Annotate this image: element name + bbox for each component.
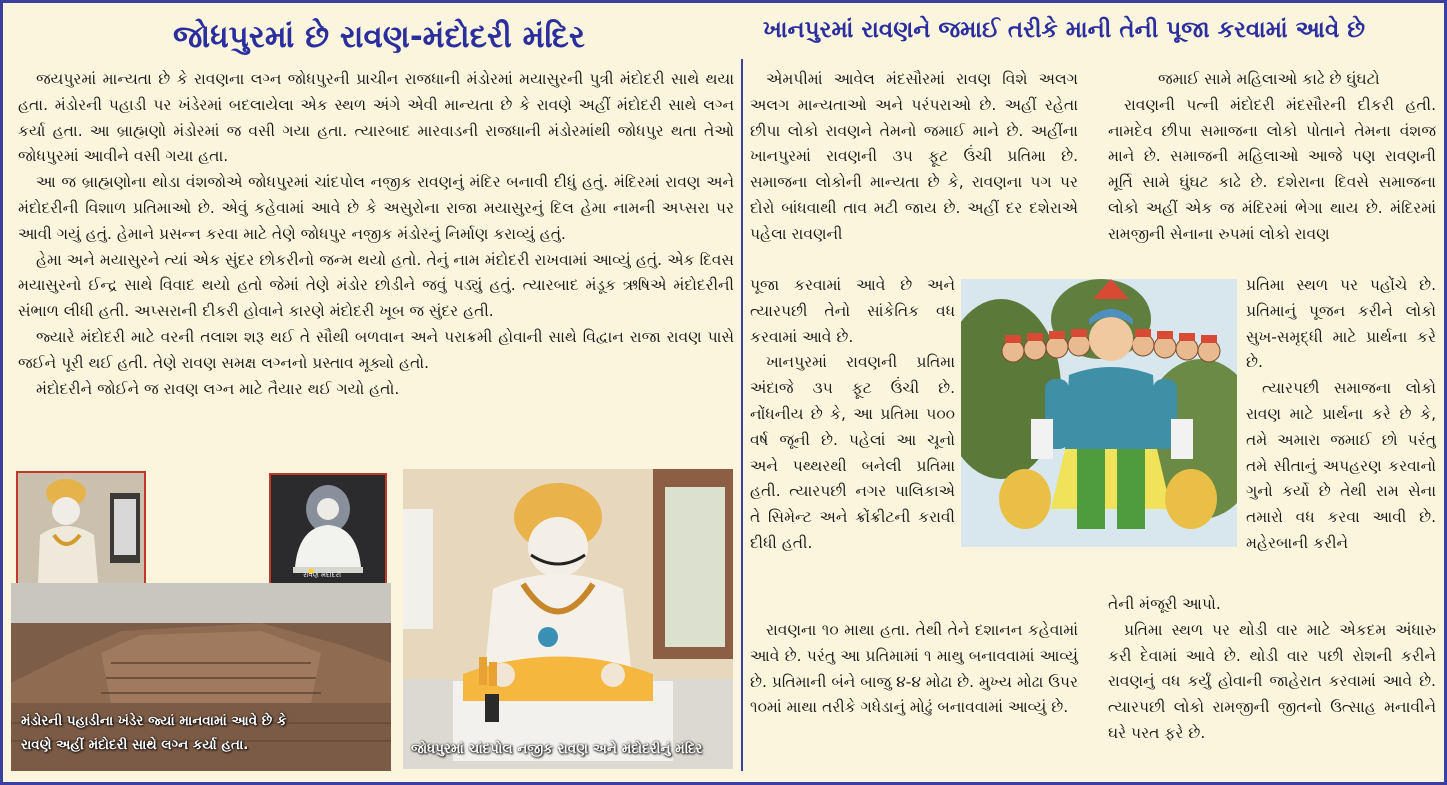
left-paragraph: આ જ બ્રાહ્મણોના થોડા વંશજોએ જોધપુરમાં ચાંદપોલ નજીક રાવણનું મંદિર બનાવી દીધું હતું. મંદિરમાં રાવણ અને મંદોદરીની વિશાળ પ્રતિમાઓ છે. એવું કહેવામાં આવે છે કે અસુરોના રાજા મયાસુરનું દિલ હેમા નામની અપ્સરા પર આવી ગયું હતું. હેમાને પ્રસન્ન કરવા માટે તેણે જોધપુર નજીક મંડોરનું નિર્માણ કરાવ્યું હતું. <box>18 173 734 243</box>
khanpur-ravana-statue-photo <box>961 279 1237 547</box>
right-column-a-bottom <box>750 618 1078 721</box>
chandpol-temple-photo <box>403 469 733 769</box>
left-paragraph: હેમા અને મયાસુરને ત્યાં એક સુંદર છોકરીનો જન્મ થયો હતો. તેનું નામ મંદોદરી રાખવામાં આવ્યું હતું. એક દિવસ મયાસુરનો ઈન્દ્ર સાથે વિવાદ થયો હતો જેમાં તેણે મંડોર છોડીને જવું પડ્યું હતું. ત્યારબાદ મંડૂક ઋષિએ મંદોદરીની સંભાળ લીધી હતી. અપ્સરાની દીકરી હોવાને કારણે મંદોદરી ખૂબ જ સુંદર હતી. <box>18 250 734 321</box>
right-column-b-mid <box>1246 273 1436 557</box>
right-column-b-bottom <box>1108 592 1436 747</box>
right-column-a-top <box>750 67 1078 248</box>
right-paragraph: પ્રતિમા સ્થળ પર થોડી વાર માટે એકદમ અંધારુ કરી દેવામાં આવે છે. થોડી વાર પછી રોશની કરીને રાવણનું વધ કર્યું હોવાની જાહેરાત કરવામાં આવે છે. ત્યારપછી લોકો રામજીની જીતનો ઉત્સાહ મનાવીને ઘરે પરત ફરે છે. <box>1108 620 1436 742</box>
left-paragraph: મંદોદરીને જોઈને જ રાવણ લગ્ન માટે તૈયાર થઈ ગયો હતો. <box>36 379 400 398</box>
left-article-body <box>18 67 734 402</box>
ruins-caption-line1: મંડોરની પહાડીના ખંડેર જ્યાં માનવામાં આવે છે કે <box>21 713 287 729</box>
right-column-a-mid <box>750 273 955 557</box>
left-paragraph: જ્યારે મંદોદરી માટે વરની તલાશ શરૂ થઈ તે સૌથી બળવાન અને પરાક્રમી હોવાની સાથે વિદ્વાન રાજા રાવણ પાસે જઈને પૂરી થઈ હતી. તેણે રાવણ સમક્ષ લગ્નનો પ્રસ્તાવ મૂક્યો હતો. <box>18 327 734 372</box>
left-headline: જોધપુરમાં છે રાવણ-મંદોદરી મંદિર <box>173 19 585 55</box>
right-paragraph: રાવણની પત્ની મંદોદરી મંદસૌરની દીકરી હતી. નામદેવ છીપા સમાજના લોકો પોતાને તેમના વંશજ માને છે. સમાજની મહિલાઓ આજે પણ રાવણની મૂર્તિ સામે ઘુંઘટ કાઢે છે. દશેરાના દિવસે સમાજના લોકો અહીં એક જ મંદિરમાં ભેગા થાય છે. મંદિરમાં રામજીની સેનાના રુપમાં લોકો રાવણ <box>1108 95 1436 243</box>
mandor-ruins-photo <box>11 583 391 771</box>
right-paragraph: રાવણના ૧૦ માથા હતા. તેથી તેને દશાનન કહેવામાં આવે છે. પરંતુ આ પ્રતિમામાં ૧ માથુ બનાવવામાં આવ્યું છે. પ્રતિમાની બંને બાજુ ૪-૪ મોઢા છે. મુખ્ય મોઢા ઉપર ૧૦માં માથા તરીકે ગધેડાનું મોઢું બનાવવામાં આવ્યું છે. <box>750 621 1078 717</box>
right-column-b-top <box>1108 67 1436 248</box>
mandodari-statue-inset-photo <box>269 473 387 585</box>
right-headline: ખાનપુરમાં રાવણને જમાઈ તરીકે માની તેની પૂજા કરવામાં આવે છે <box>763 17 1366 43</box>
column-b-subheading: જમાઈ સામે મહિલાઓ કાઢે છે ઘુંઘટો <box>1158 70 1380 88</box>
temple-caption: જોધપુરમાં ચાંદપોલ નજીક રાવણ અને મંદોદરીનું મંદિર <box>411 741 703 757</box>
left-paragraph: જયપુરમાં માન્યતા છે કે રાવણના લગ્ન જોધપુરની પ્રાચીન રાજધાની મંડોરમાં મયાસુરની પુત્રી મંદોદરી સાથે થયા હતા. મંડોરની પહાડી પર ખંડેરમાં બદલાયેલા એક સ્થળ અંગે એવી માન્યતા છે કે રાવણે અહીં મંદોદરી સાથે લગ્ન કર્યા હતા. આ બ્રાહ્મણો મંડોરમાં જ વસી ગયા હતા. ત્યારબાદ મારવાડની રાજધાની મંડોરમાંથી જોધપુર થતા તેઓ જોધપુરમાં આવીને વસી ગયા હતા. <box>18 70 734 166</box>
right-paragraph: પૂજા કરવામાં આવે છે અને ત્યારપછી તેનો સાંકેતિક વધ કરવામાં આવે છે. <box>750 276 955 346</box>
ruins-caption-line2: રાવણે અહીં મંદોદરી સાથે લગ્ન કર્યા હતા. <box>21 737 249 753</box>
column-divider <box>741 59 743 771</box>
right-paragraph: ખાનપુરમાં રાવણની પ્રતિમા અંદાજે ૩૫ ફૂટ ઉંચી છે. નોંધનીય છે કે, આ પ્રતિમા ૫૦૦ વર્ષ જૂની છે. પહેલાં આ ચૂનો અને પથ્થરથી બનેલી પ્રતિમા હતી. ત્યારપછી નગર પાલિકાએ તે સિમેન્ટ અને ક્રોંક્રીટની કરાવી દીધી હતી. <box>750 353 955 552</box>
inset-photo-label: રાવણ મંદોદરી <box>303 571 342 579</box>
ravana-statue-inset-photo <box>16 471 146 585</box>
right-paragraph: એમપીમાં આવેલ મંદસૌરમાં રાવણ વિશે અલગ અલગ માન્યતાઓ અને પરંપરાઓ છે. અહીં રહેતા છીપા લોકો રાવણને તેમનો જમાઈ માને છે. અહીંના ખાનપુરમાં રાવણની ૩૫ ફૂટ ઉંચી પ્રતિમા છે. સમાજના લોકોની માન્યતા છે કે, રાવણના પગ પર દોરો બાંધવાથી તાવ મટી જાય છે. અહીં દર દશેરાએ પહેલા રાવણની <box>750 70 1078 243</box>
right-paragraph: ત્યારપછી સમાજના લોકો રાવણ માટે પ્રાર્થના કરે છે કે, તમે અમારા જમાઈ છો પરંતુ તમે સીતાનું અપહરણ કરવાનો ગુનો કર્યો છે તેથી રામ સેના તમારો વધ કરવા આવી છે. મહેરબાની કરીને <box>1246 379 1436 552</box>
right-paragraph: તેની મંજૂરી આપો. <box>1108 595 1221 613</box>
right-paragraph: પ્રતિમા સ્થળ પર પહોંચે છે. પ્રતિમાનું પૂજન કરીને લોકો સુખ-સમૃદ્ધી માટે પ્રાર્થના કરે છે. <box>1246 276 1436 372</box>
